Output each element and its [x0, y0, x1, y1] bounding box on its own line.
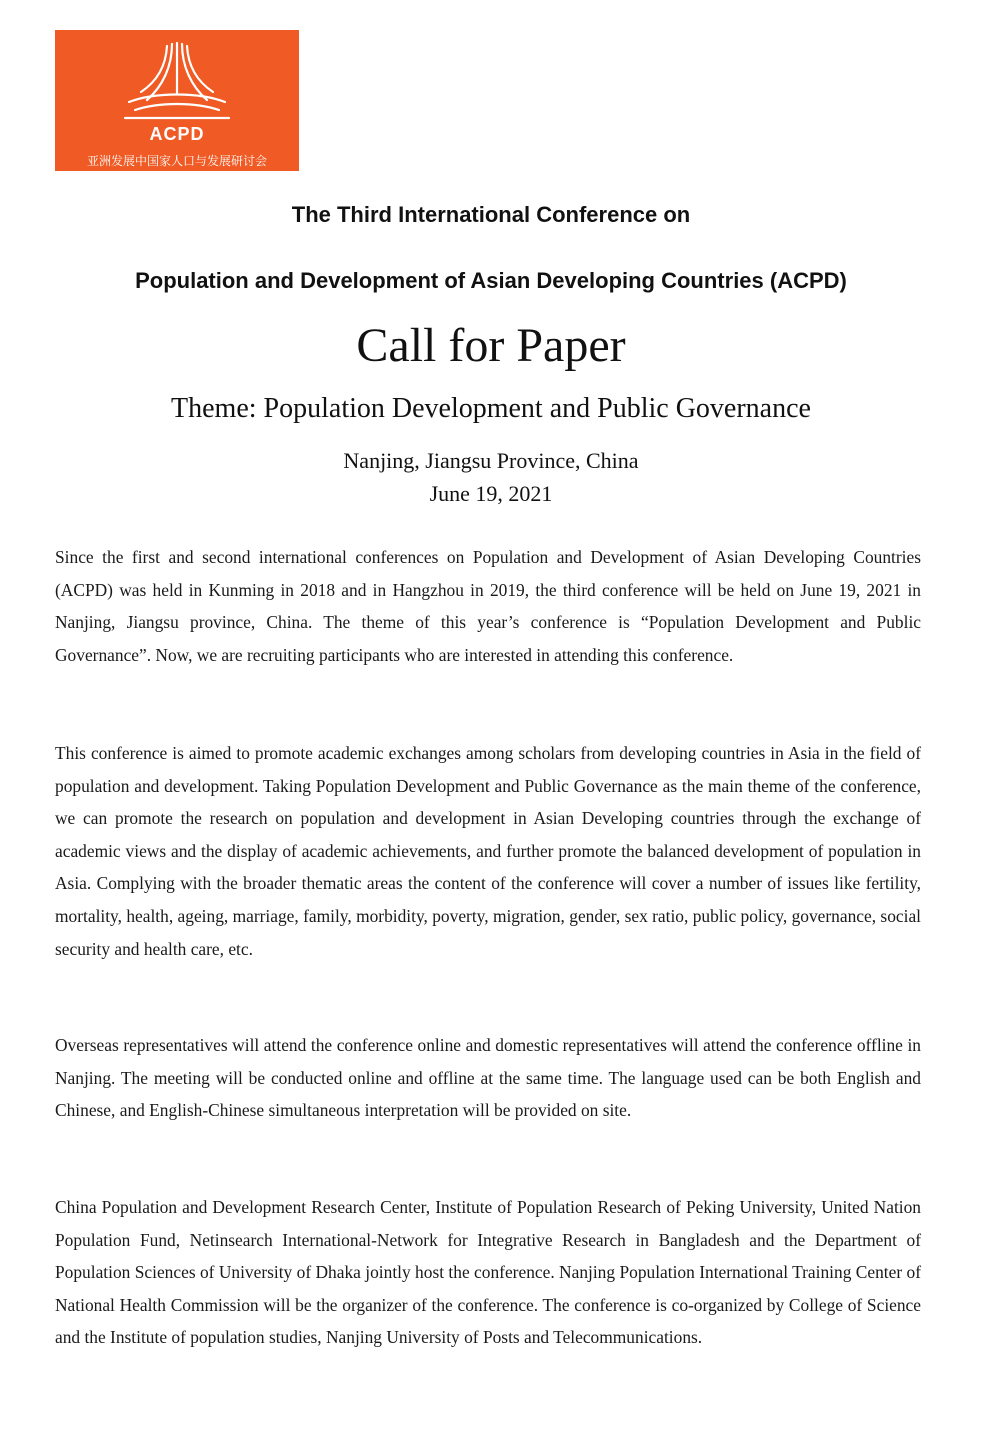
conference-title-line-1: The Third International Conference on: [291, 202, 691, 227]
logo-abbreviation: ACPD: [149, 124, 205, 144]
conference-theme: Theme: Population Development and Public Governance: [171, 393, 811, 424]
call-for-paper-heading: Call for Paper: [356, 319, 626, 372]
conference-title-line-2: Population and Development of Asian Developing Countries (ACPD): [135, 268, 847, 293]
body-paragraph-hosts: China Population and Development Research Center, Institute of Population Research of Peking University, United Nation Population Fund, Netinsearch International-Network for Integrative Research in Bangladesh and the Department of Population Sciences of University of Dhaka jointly host the conference. Nanjing Population International Training Center of National Health Commission will be the organizer of the conference. The conference is co-organized by College of Science and the Institute of population studies, Nanjing University of Posts and Telecommunications.: [55, 1197, 921, 1348]
body-paragraph-intro: Since the first and second international conferences on Population and Development of Asian Developing Countries (ACPD) was held in Kunming in 2018 and in Hangzhou in 2019, the third conference will be held on June 19, 2021 in Nanjing, Jiangsu province, China. The theme of this year’s conference is “Population Development and Public Governance”. Now, we are recruiting participants who are interested in attending this conference.: [55, 547, 921, 665]
acpd-logo: [55, 30, 299, 184]
conference-date: June 19, 2021: [429, 481, 553, 506]
conference-location: Nanjing, Jiangsu Province, China: [343, 448, 639, 473]
body-paragraph-aims: This conference is aimed to promote academic exchanges among scholars from developing countries in Asia in the field of population and development. Taking Population Development and Public Governance as the main theme of the conference, we can promote the research on population and development in Asian Developing countries through the exchange of academic views and the display of academic achievements, and further promote the balanced development of population in Asia. Complying with the broader thematic areas the content of the conference will cover a number of issues like fertility, mortality, health, ageing, marriage, family, morbidity, poverty, migration, gender, sex ratio, public policy, governance, social security and health care, etc.: [55, 743, 921, 959]
body-paragraph-attendance: Overseas representatives will attend the conference online and domestic representatives will attend the conference offline in Nanjing. The meeting will be conducted online and offline at the same time. The language used can be both English and Chinese, and English-Chinese simultaneous interpretation will be provided on site.: [55, 1035, 921, 1121]
logo-english-name: Asian Conference on Population and Development: [109, 178, 245, 184]
logo-chinese-name: 亚洲发展中国家人口与发展研讨会: [86, 154, 267, 168]
acpd-roof-emblem-icon: [55, 34, 299, 124]
